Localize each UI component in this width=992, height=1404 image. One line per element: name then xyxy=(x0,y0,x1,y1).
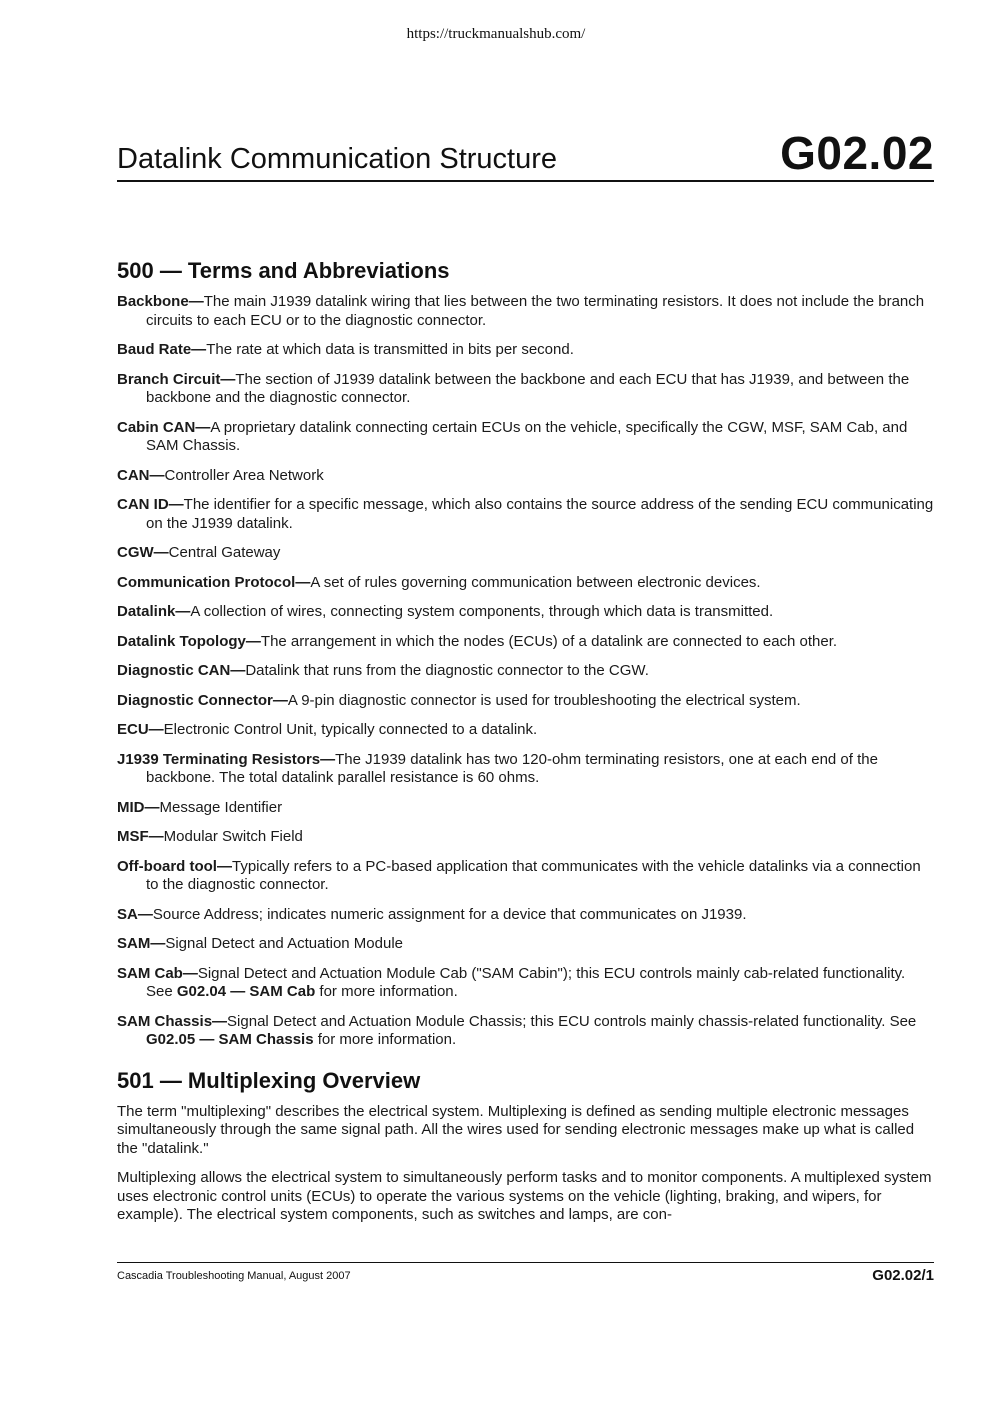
cross-reference: G02.04 — SAM Cab xyxy=(176,983,316,1000)
section-code: G02.02 xyxy=(780,127,934,179)
term-definition: Signal Detect and Actuation Module Cab ("SAM Cabin"); this ECU controls mainly cab-related functionality. See xyxy=(146,964,906,1000)
term-name: Datalink— xyxy=(117,603,191,620)
term-entry xyxy=(117,828,934,847)
term-entry xyxy=(117,906,934,925)
term-name: Backbone— xyxy=(117,293,204,310)
term-name: Datalink Topology— xyxy=(117,632,261,650)
term-entry xyxy=(117,574,934,593)
term-name: Cabin CAN— xyxy=(117,418,211,436)
term-name: Diagnostic Connector— xyxy=(117,691,288,709)
section-heading-501: 501 — Multiplexing Overview xyxy=(117,1067,421,1093)
term-name: ECU— xyxy=(117,721,164,738)
term-entry xyxy=(117,544,934,563)
term-entry xyxy=(117,603,934,622)
term-definition-tail: for more information. xyxy=(313,1031,457,1048)
page-header xyxy=(117,126,934,182)
term-entry xyxy=(117,692,934,711)
term-definition: Datalink that runs from the diagnostic connector to the CGW. xyxy=(245,662,649,679)
term-definition: Central Gateway xyxy=(168,544,281,561)
term-entry xyxy=(117,467,934,486)
term-definition: A 9-pin diagnostic connector is used for troubleshooting the electrical system. xyxy=(287,691,801,709)
term-name: CAN— xyxy=(117,466,165,484)
term-entry xyxy=(117,721,934,740)
term-name: Branch Circuit— xyxy=(117,370,236,388)
term-name: CAN ID— xyxy=(117,496,184,513)
term-entry xyxy=(117,371,934,408)
term-definition: Electronic Control Unit, typically connected to a datalink. xyxy=(163,721,538,738)
term-entry xyxy=(117,633,934,652)
term-name: SAM Chassis— xyxy=(117,1012,228,1030)
page-title: Datalink Communication Structure xyxy=(117,143,558,175)
term-name: Diagnostic CAN— xyxy=(117,662,246,679)
term-definition: A set of rules governing communication between electronic devices. xyxy=(310,573,761,591)
term-definition: Controller Area Network xyxy=(164,466,324,484)
term-entry xyxy=(117,419,934,456)
term-name: SA— xyxy=(117,905,153,923)
term-definition: The rate at which data is transmitted in bits per second. xyxy=(206,341,574,358)
term-name: Communication Protocol— xyxy=(117,573,311,591)
footer-manual-title: Cascadia Troubleshooting Manual, August 2007 xyxy=(117,1270,351,1282)
term-name: SAM Cab— xyxy=(117,964,198,982)
paragraph: Multiplexing allows the electrical system to simultaneously perform tasks and to monitor components. A multiplexed system uses electronic control units (ECUs) to operate the various systems on the vehicle (lighting, braking, and wipers, for example). The electrical system components, such as switches and lamps, are con- xyxy=(117,1169,932,1223)
term-definition: The section of J1939 datalink between the backbone and each ECU that has J1939, and between the backbone and the diagnostic connector. xyxy=(146,370,910,406)
term-name: MSF— xyxy=(117,828,164,845)
term-entry xyxy=(117,751,934,788)
term-entry xyxy=(117,496,934,533)
page-footer xyxy=(117,1262,934,1284)
term-entry xyxy=(117,662,934,681)
source-url[interactable]: https://truckmanualshub.com/ xyxy=(406,26,586,42)
term-definition: A collection of wires, connecting system components, through which data is transmitted. xyxy=(190,603,774,620)
term-definition: Signal Detect and Actuation Module xyxy=(165,935,403,952)
term-entry-sam-chassis xyxy=(117,1013,934,1050)
term-name: SAM— xyxy=(117,935,166,952)
term-definition: Message Identifier xyxy=(159,798,283,816)
paragraph: The term "multiplexing" describes the electrical system. Multiplexing is defined as sending multiple electronic messages simultaneously through the same signal path. All the wires used for sending electronic messages make up what is called the "datalink." xyxy=(117,1102,915,1157)
term-entry xyxy=(117,293,934,330)
term-definition: The identifier for a specific message, which also contains the source address of the sending ECU communicating on the J1939 datalink. xyxy=(146,496,934,532)
term-definition: Modular Switch Field xyxy=(163,828,303,845)
term-name: MID— xyxy=(117,798,160,816)
term-definition: Typically refers to a PC-based application that communicates with the vehicle datalinks via a connection to the diagnostic connector. xyxy=(146,857,921,893)
page-number: G02.02/1 xyxy=(872,1267,934,1284)
term-entry xyxy=(117,935,934,954)
term-definition: A proprietary datalink connecting certain ECUs on the vehicle, specifically the CGW, MSF, SAM Cab, and SAM Chassis. xyxy=(146,418,908,454)
term-definition: The arrangement in which the nodes (ECUs) of a datalink are connected to each other. xyxy=(260,632,838,650)
cross-reference: G02.05 — SAM Chassis xyxy=(146,1031,314,1048)
page-content xyxy=(117,258,934,1236)
term-entry xyxy=(117,799,934,818)
term-name: CGW— xyxy=(117,544,169,561)
term-name: Off-board tool— xyxy=(117,857,232,875)
term-entry xyxy=(117,341,934,360)
term-name: J1939 Terminating Resistors— xyxy=(117,750,336,768)
term-definition: The main J1939 datalink wiring that lies between the two terminating resistors. It does not include the branch circuits to each ECU or to the diagnostic connector. xyxy=(146,293,925,329)
term-name: Baud Rate— xyxy=(117,341,207,358)
section-heading-500: 500 — Terms and Abbreviations xyxy=(117,258,450,283)
term-definition: Signal Detect and Actuation Module Chassis; this ECU controls mainly chassis-related functionality. See xyxy=(227,1012,917,1030)
term-entry-sam-cab xyxy=(117,965,934,1002)
term-definition-tail: for more information. xyxy=(315,983,458,1000)
term-definition: Source Address; indicates numeric assignment for a device that communicates on J1939. xyxy=(152,905,747,923)
term-definition: The J1939 datalink has two 120-ohm terminating resistors, one at each end of the backbone. The total datalink parallel resistance is 60 ohms. xyxy=(146,750,878,786)
term-entry xyxy=(117,858,934,895)
